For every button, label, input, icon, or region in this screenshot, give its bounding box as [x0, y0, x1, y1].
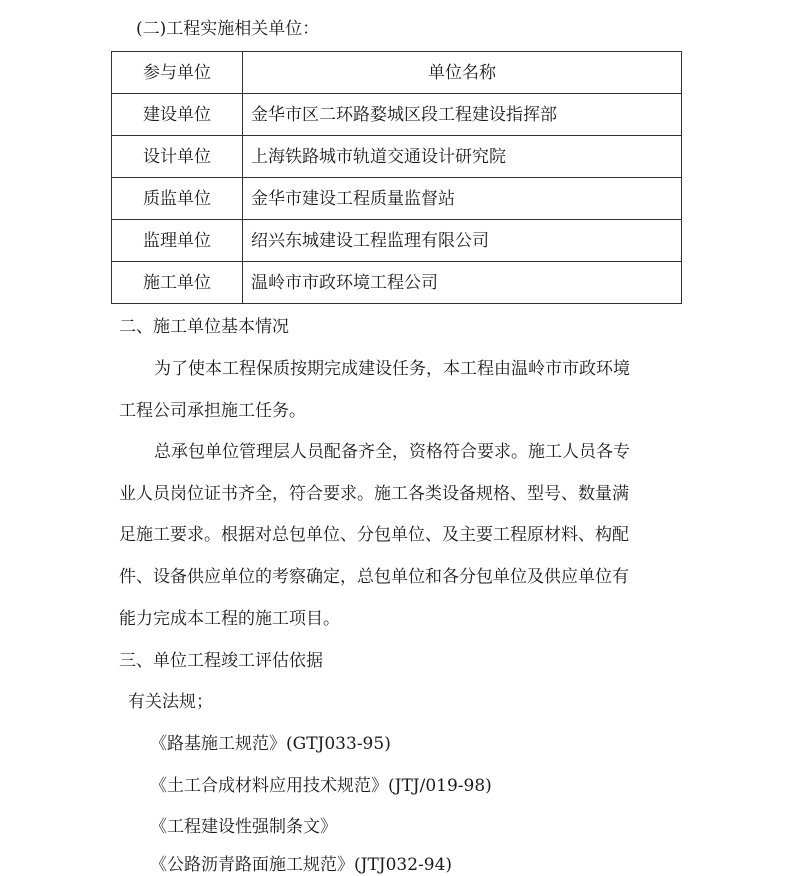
paragraph-line: 工程公司承担施工任务。 — [119, 401, 306, 421]
section3-sub: 有关法规； — [128, 692, 213, 712]
table-row — [112, 220, 682, 262]
units-table — [111, 51, 682, 304]
row-name: 绍兴东城建设工程监理有限公司 — [243, 220, 682, 262]
section3-heading: 三、单位工程竣工评估依据 — [119, 651, 323, 671]
section2-heading: 二、施工单位基本情况 — [119, 317, 289, 337]
row-name: 温岭市市政环境工程公司 — [243, 262, 682, 304]
reference-item: 《土工合成材料应用技术规范》(JTJ/019-98) — [150, 776, 492, 796]
table-row — [112, 136, 682, 178]
row-name: 金华市建设工程质量监督站 — [243, 178, 682, 220]
paragraph-line: 足施工要求。根据对总包单位、分包单位、及主要工程原材料、构配 — [119, 525, 629, 545]
row-role: 监理单位 — [112, 220, 243, 262]
header-role: 参与单位 — [112, 52, 243, 94]
paragraph-line: 业人员岗位证书齐全，符合要求。施工各类设备规格、型号、数量满 — [119, 484, 629, 504]
paragraph-line: 总承包单位管理层人员配备齐全，资格符合要求。施工人员各专 — [154, 442, 630, 462]
paragraph-line: 为了使本工程保质按期完成建设任务，本工程由温岭市市政环境 — [154, 359, 630, 379]
reference-item: 《公路沥青路面施工规范》(JTJ032-94) — [150, 855, 453, 875]
table-row — [112, 178, 682, 220]
row-role: 施工单位 — [112, 262, 243, 304]
row-name: 上海铁路城市轨道交通设计研究院 — [243, 136, 682, 178]
paragraph-line: 能力完成本工程的施工项目。 — [119, 609, 340, 629]
row-role: 建设单位 — [112, 94, 243, 136]
reference-item: 《路基施工规范》(GTJ033-95) — [150, 734, 391, 754]
table-row — [112, 94, 682, 136]
row-name: 金华市区二环路婺城区段工程建设指挥部 — [243, 94, 682, 136]
table-header-row — [112, 52, 682, 94]
header-name: 单位名称 — [243, 52, 682, 94]
row-role: 质监单位 — [112, 178, 243, 220]
section-intro: (二)工程实施相关单位： — [136, 19, 320, 39]
table-row — [112, 262, 682, 304]
reference-item: 《工程建设性强制条文》 — [150, 817, 337, 837]
paragraph-line: 件、设备供应单位的考察确定，总包单位和各分包单位及供应单位有 — [119, 567, 629, 587]
row-role: 设计单位 — [112, 136, 243, 178]
